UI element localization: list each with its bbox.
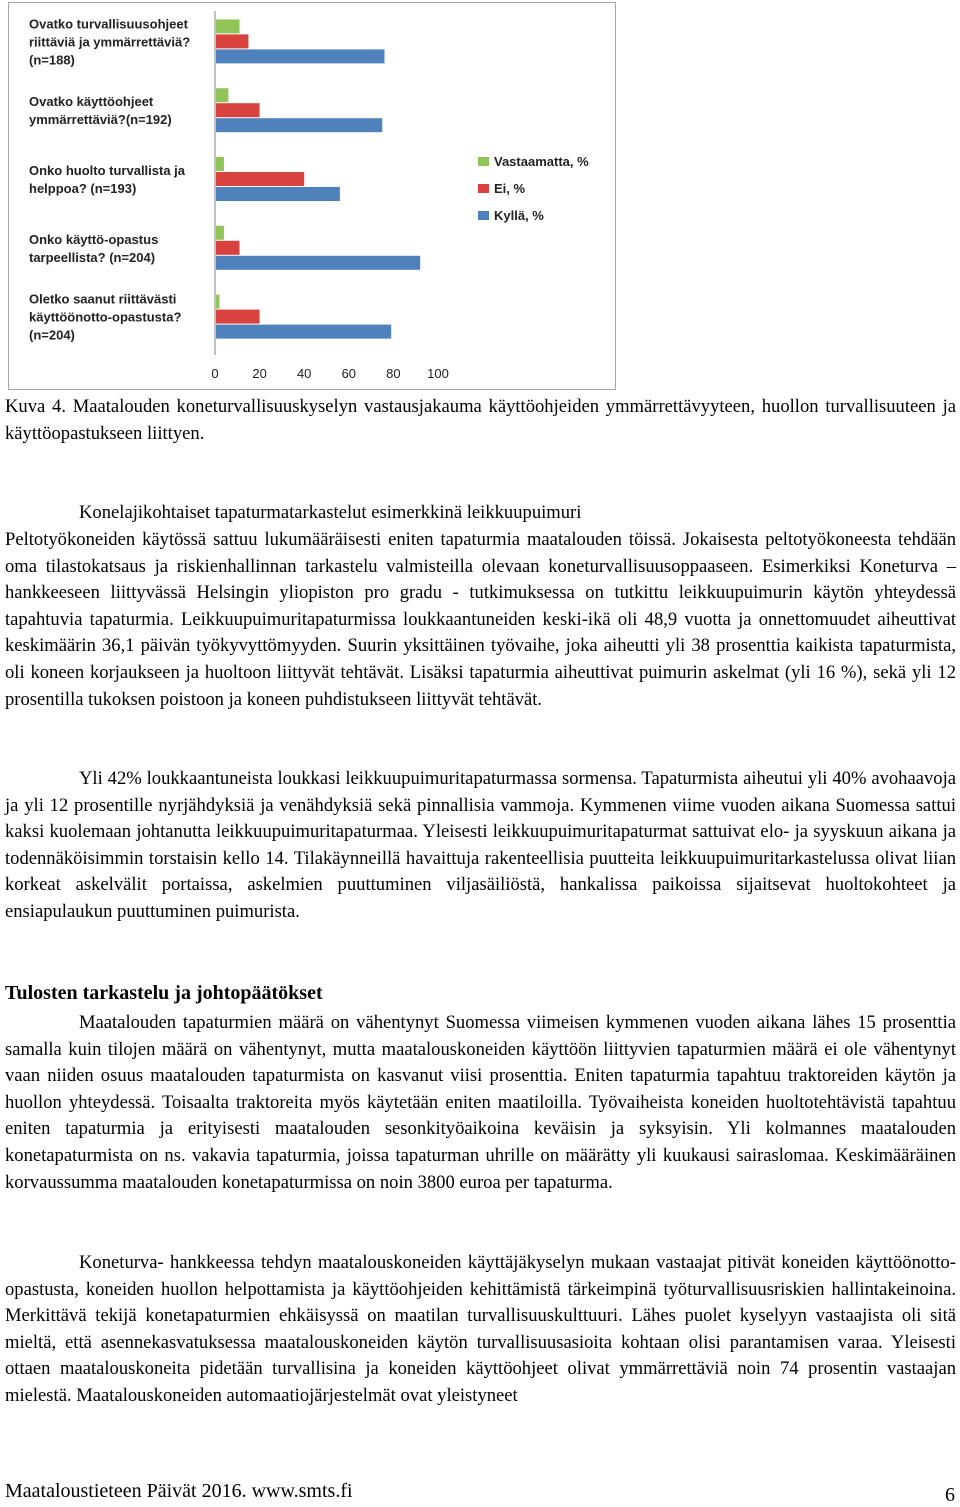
x-tick-label: 20 xyxy=(252,366,267,381)
body-paragraph: Peltotyökoneiden käytössä sattuu lukumääräisesti eniten tapaturmia maatalouden töissä. Jokaisesta peltotyökoneesta tehdään oma tilastokatsaus ja riskienhallinnan tarkastelu valmisteilla olevaan koneturvallisuusoppaaseen. Esimerkiksi Koneturva – hankkeeseen liittyvässä Helsingin yliopiston pro gradu - tutkimuksessa on tutkittu leikkuupuimurin käytön yhteydessä tapahtuvia tapaturmia. Leikkuupuimuritapaturmissa loukkaantuneiden keski-ikä oli 48,9 vuotta ja onnettomuudet aiheuttivat keskimäärin 36,1 päivän työkyvyttömyyden. Suurin yksittäinen työvaihe, joka aiheutti yli 38 prosenttia kaikista tapaturmista, oli koneen korjaukseen ja huoltoon liittyvät tehtävät. Lisäksi tapaturmia aiheuttivat puimurin askelmat (yli 16 %), sekä yli 12 prosentilla tukoksen poistoon ja koneen puhdistukseen liittyvät tehtävät. xyxy=(5,529,956,710)
category-label: Onko käyttö-opastus xyxy=(29,231,159,247)
bar-ei xyxy=(216,310,260,324)
footer-text: Maataloustieteen Päivät 2016. www.smts.fi xyxy=(5,1480,353,1502)
bar-ei xyxy=(216,103,260,117)
figure-caption: Kuva 4. Maatalouden koneturvallisuuskyselyn vastausjakauma käyttöohjeiden ymmärrettävyyteen, huollon turvallisuuteen ja käyttöopastukseen liittyen. xyxy=(5,396,956,444)
category-label: Onko huolto turvallista ja xyxy=(29,163,186,178)
subheading-paragraph: Konelajikohtaiset tapaturmatarkastelut esimerkkinä leikkuupuimuri xyxy=(79,502,582,523)
legend-swatch xyxy=(478,157,489,166)
x-tick-label: 100 xyxy=(427,366,449,381)
bar-kylla xyxy=(216,49,384,63)
category-label: ymmärrettäviä?(n=192) xyxy=(29,112,172,128)
page-number: 6 xyxy=(945,1484,955,1506)
category-label: käyttöönotto-opastusta? xyxy=(29,309,182,325)
legend-entry: Vastaamatta, % xyxy=(494,154,589,169)
body-paragraph: Yli 42% loukkaantuneista loukkasi leikkuupuimuritapaturmassa sormensa. Tapaturmista aiheutui yli 40% avohaavoja ja yli 12 prosentille nyrjähdyksiä ja venähdyksiä sekä pinnallisia vammoja. Kymmenen viime vuoden aikana Suomessa sattui kaksi kuolemaan johtanutta leikkuupuimuritapaturmaa. Yleisesti leikkuupuimuritapaturmat sattuivat elo- ja syyskuun aikana ja todennäköisimmin torstaisin kello 14. Tilakäynneillä havaittuja rakenteellisia puutteita leikkuupuimuritarkastelussa olivat liian korkeat askelvälit portaissa, askelmien puuttuminen viljasäiliöstä, hankalissa paikoissa sijaitsevat huoltokohteet ja ensiapulaukun puuttuminen puimurista. xyxy=(5,768,956,922)
category-label: (n=188) xyxy=(29,52,75,68)
body-paragraph: Koneturva- hankkeessa tehdyn maatalouskoneiden käyttäjäkyselyn mukaan vastaajat pitivät koneiden käyttöönotto-opastusta, koneiden huollon helpottamista ja käyttöohjeiden kehittämistä tärkeimpinä työturvallisuusriskien hallintakeinoina. Merkittävä tekijä konetapaturmien ehkäisyssä on maatilan turvallisuuskulttuuri. Lähes puolet kyselyyn vastaajista oli sitä mieltä, että asennekasvatuksessa maatalouskoneiden käytön turvallisuusasioita kohtaan olisi parantamisen varaa. Yleisesti ottaen maatalouskoneita pidetään turvallisina ja koneiden käyttöohjeet olivat ymmärrettäviä noin 74 prosentin vastaajan mielestä. Maatalouskoneiden automaatiojärjestelmät ovat yleistyneet xyxy=(5,1252,956,1406)
x-tick-label: 60 xyxy=(341,366,357,381)
bar-kylla xyxy=(216,325,391,339)
x-tick-label: 0 xyxy=(211,366,219,381)
legend-swatch xyxy=(478,211,489,220)
legend-swatch xyxy=(478,184,489,193)
category-label: tarpeellista? (n=204) xyxy=(29,249,156,265)
category-label: (n=204) xyxy=(29,327,75,343)
bar-vastaamatta xyxy=(216,295,219,309)
section-heading: Tulosten tarkastelu ja johtopäätökset xyxy=(5,982,323,1004)
bar-kylla xyxy=(216,187,340,201)
bar-vastaamatta xyxy=(216,19,240,33)
category-label: Ovatko turvallisuusohjeet xyxy=(29,16,188,32)
legend-entry: Ei, % xyxy=(494,181,526,196)
bar-vastaamatta xyxy=(216,226,224,240)
legend-entry: Kyllä, % xyxy=(494,208,544,223)
body-paragraph: Maatalouden tapaturmien määrä on vähentynyt Suomessa viimeisen kymmenen vuoden aikana lähes 15 prosenttia samalla kuin tilojen määrä on vähentynyt, mutta maatalouskoneiden käyttöön liittyvien tapaturmien määrä ei ole vähentynyt vaan niiden osuus maatalouden tapaturmista on kasvanut viisi prosenttia. Eniten tapaturmia tapahtuu traktoreiden käytön ja huollon yhteydessä. Toisaalta traktoreita myös käytetään eniten maatiloilla. Työvaiheista koneiden huoltotehtävistä tapahtuu eniten tapaturmia ja erityisesti maatalouden sesonkityöaikoina keväisin ja syksyisin. Yli kolmannes maatalouden konetapaturmista on ns. vakavia tapaturmia, joissa tapaturman uhrille on määrätty yli kuukausi sairaslomaa. Keskimääräinen korvaussumma maatalouden konetapaturmissa on noin 3800 euroa per tapaturma. xyxy=(5,1012,956,1193)
x-tick-label: 40 xyxy=(296,366,312,381)
bar-ei xyxy=(216,241,240,255)
category-label: Oletko saanut riittävästi xyxy=(29,291,177,307)
bar-ei xyxy=(216,172,304,186)
category-label: riittäviä ja ymmärrettäviä? xyxy=(29,34,191,50)
chart-canvas xyxy=(9,3,615,389)
bar-kylla xyxy=(216,256,420,270)
category-label: helppoa? (n=193) xyxy=(29,181,137,196)
bar-chart xyxy=(8,2,616,390)
bar-vastaamatta xyxy=(216,157,224,171)
category-label: Ovatko käyttöohjeet xyxy=(29,94,154,110)
x-tick-label: 80 xyxy=(386,366,401,381)
bar-kylla xyxy=(216,118,382,132)
bar-ei xyxy=(216,34,248,48)
bar-vastaamatta xyxy=(216,88,228,102)
